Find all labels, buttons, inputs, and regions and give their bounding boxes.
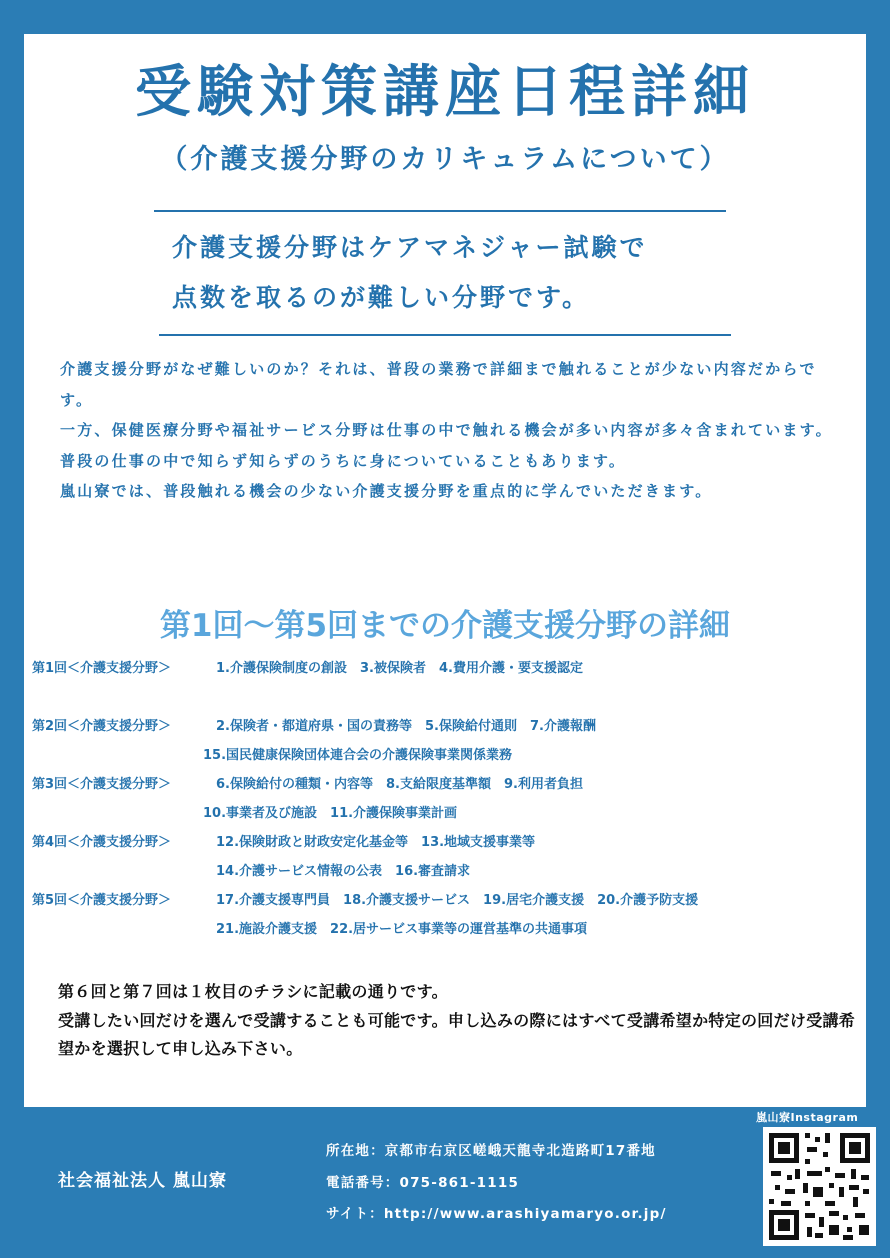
divider-bottom: [159, 334, 731, 336]
schedule-row: [32, 654, 862, 683]
session-topics: 6.保険給付の種類・内容等 8.支給限度基準額 9.利用者負担: [216, 777, 583, 792]
session-label: 第5回＜介護支援分野＞: [32, 893, 172, 908]
session-topics: 15.国民健康保険団体連合会の介護保険事業関係業務: [203, 748, 513, 763]
session-label: 第4回＜介護支援分野＞: [32, 835, 172, 850]
note-text: [58, 978, 858, 1064]
website-url[interactable]: サイト：http://www.arashiyamaryo.or.jp/: [326, 1206, 667, 1222]
session-topics: 21.施設介護支援 22.居サービス事業等の運営基準の共通事項: [216, 922, 588, 937]
session-label: 第1回＜介護支援分野＞: [32, 661, 172, 676]
note-paragraph: 第６回と第７回は１枚目のチラシに記載の通りです。: [58, 982, 448, 1001]
schedule-row-continued: [32, 799, 862, 828]
schedule-list: [32, 654, 862, 944]
session-topics: 2.保険者・都道府県・国の責務等 5.保険給付通則 7.介護報酬: [216, 719, 596, 734]
headline-line-1: 介護支援分野はケアマネジャー試験で: [172, 233, 648, 262]
note-paragraph: 受講したい回だけを選んで受講することも可能です。申し込みの際にはすべて受講希望か特定の回だけ受講希望かを選択して申し込み下さい。: [58, 1010, 856, 1058]
page-subtitle: （介護支援分野のカリキュラムについて）: [160, 144, 730, 175]
schedule-row: [32, 712, 862, 741]
session-label: 第3回＜介護支援分野＞: [32, 777, 172, 792]
flyer-panel: [24, 34, 866, 1107]
session-topics: 1.介護保険制度の創設 3.被保険者 4.費用介護・要支援認定: [216, 661, 583, 676]
intro-text: [60, 354, 840, 507]
schedule-row-continued: [32, 857, 862, 886]
schedule-row: [32, 828, 862, 857]
schedule-row: [32, 886, 862, 915]
session-topics: 12.保険財政と財政安定化基金等 13.地域支援事業等: [216, 835, 536, 850]
contact-info: [326, 1136, 667, 1231]
session-topics: 10.事業者及び施設 11.介護保険事業計画: [203, 806, 458, 821]
qr-code-icon: [763, 1127, 876, 1246]
phone-number: 電話番号：075-861-1115: [326, 1174, 520, 1191]
session-topics: 17.介護支援専門員 18.介護支援サービス 19.居宅介護支援 20.介護予防支援: [216, 893, 699, 908]
qr-code[interactable]: [763, 1127, 876, 1246]
divider-top: [154, 210, 726, 212]
headline-line-2: 点数を取るのが難しい分野です。: [172, 283, 591, 312]
session-label: 第2回＜介護支援分野＞: [32, 719, 172, 734]
intro-paragraph: 嵐山寮では、普段触れる機会の少ない介護支援分野を重点的に学んでいただきます。: [60, 482, 713, 500]
intro-paragraph: 介護支援分野がなぜ難しいのか？それは、普段の業務で詳細まで触れることが少ない内容だからです。: [60, 360, 817, 409]
organization-name: 社会福祉法人 嵐山寮: [58, 1171, 227, 1191]
address: 所在地：京都市右京区嵯峨天龍寺北造路町17番地: [326, 1143, 656, 1159]
schedule-row: [32, 770, 862, 799]
schedule-title: 第1回～第5回までの介護支援分野の詳細: [159, 608, 731, 644]
schedule-row-continued: [32, 741, 862, 770]
intro-paragraph: 一方、保健医療分野や福祉サービス分野は仕事の中で触れる機会が多い内容が多々含まれています。普段の仕事の中で知らず知らずのうちに身についていることもあります。: [60, 421, 833, 470]
session-topics: 14.介護サービス情報の公表 16.審査請求: [216, 864, 471, 879]
schedule-row-continued: [32, 915, 862, 944]
page-title: 受験対策講座日程詳細: [135, 60, 755, 125]
instagram-label: 嵐山寮Instagram: [756, 1111, 859, 1124]
